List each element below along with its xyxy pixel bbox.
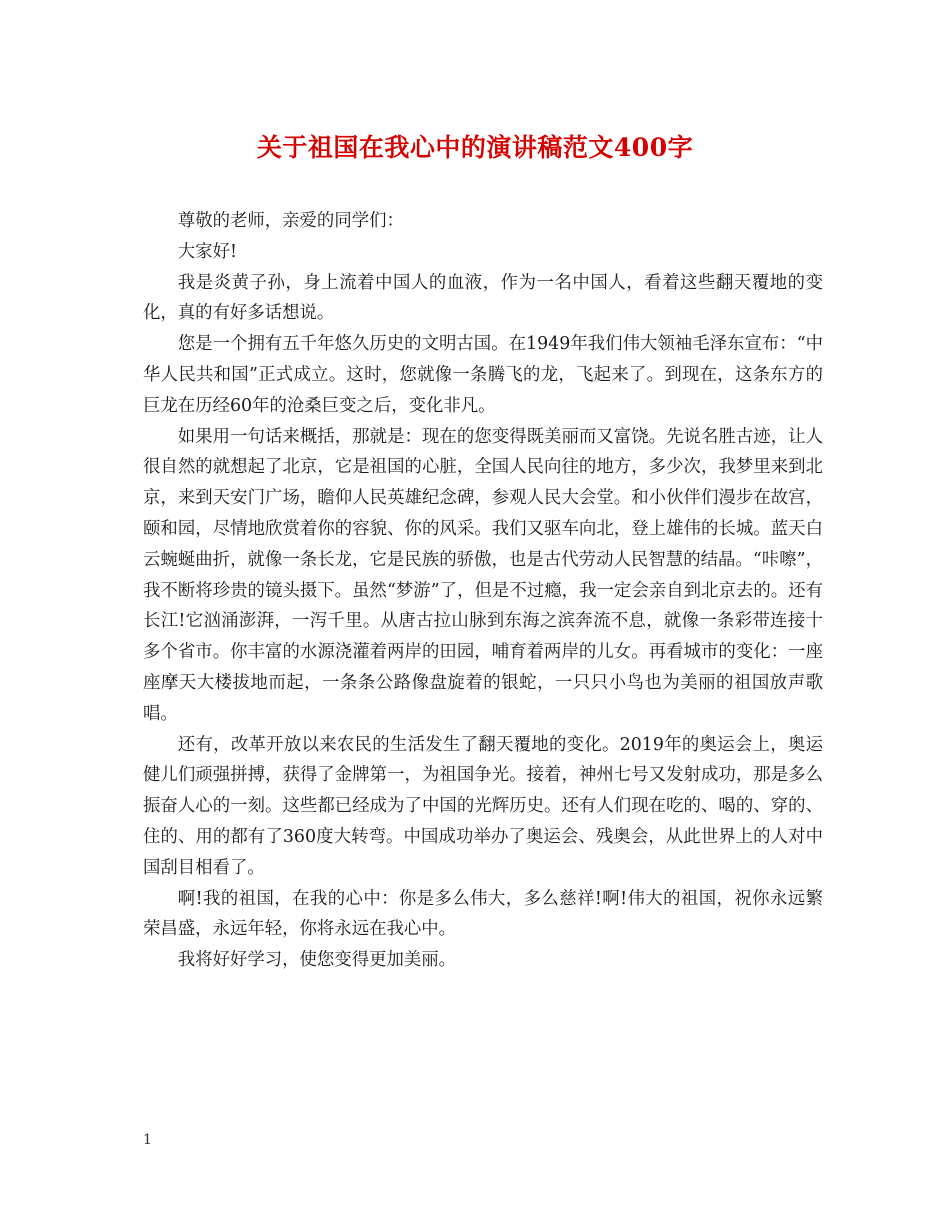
document-body: [143, 206, 823, 976]
paragraph: 您是一个拥有五千年悠久历史的文明古国。在1949年我们伟大领袖毛泽东宣布：“中华人民共和国”正式成立。这时，您就像一条腾飞的龙，飞起来了。到现在，这条东方的巨龙在历经60年的沧桑巨变之后，变化非凡。: [143, 334, 823, 416]
page-number: 1: [143, 1132, 152, 1148]
paragraph-closing: 我将好好学习，使您变得更加美丽。: [177, 950, 457, 971]
paragraph: 啊!我的祖国，在我的心中：你是多么伟大，多么慈祥!啊!伟大的祖国，祝你永远繁荣昌盛，永远年轻，你将永远在我心中。: [143, 888, 823, 940]
paragraph: 还有，改革开放以来农民的生活发生了翻天覆地的变化。2019年的奥运会上，奥运健儿们顽强拼搏，获得了金牌第一，为祖国争光。接着，神州七号又发射成功，那是多么振奋人心的一刻。这些都已经成为了中国的光辉历史。还有人们现在吃的、喝的、穿的、住的、用的都有了360度大转弯。中国成功举办了奥运会、残奥会，从此世界上的人对中国刮目相看了。: [143, 734, 823, 878]
paragraph: 我是炎黄子孙，身上流着中国人的血液，作为一名中国人，看着这些翻天覆地的变化，真的有好多话想说。: [143, 272, 823, 324]
paragraph-hello: 大家好!: [177, 241, 237, 262]
paragraph: 如果用一句话来概括，那就是：现在的您变得既美丽而又富饶。先说名胜古迹，让人很自然的就想起了北京，它是祖国的心脏，全国人民向往的地方，多少次，我梦里来到北京，来到天安门广场，瞻仰人民英雄纪念碑，参观人民大会堂。和小伙伴们漫步在故宫，颐和园，尽情地欣赏着你的容貌、你的风采。我们又驱车向北，登上雄伟的长城。蓝天白云蜿蜒曲折，就像一条长龙，它是民族的骄傲，也是古代劳动人民智慧的结晶。“咔嚓”，我不断将珍贵的镜头摄下。虽然“梦游”了，但是不过瘾，我一定会亲自到北京去的。还有长江!它汹涌澎湃，一泻千里。从唐古拉山脉到东海之滨奔流不息，就像一条彩带连接十多个省市。你丰富的水源浇灌着两岸的田园，哺育着两岸的儿女。再看城市的变化：一座座摩天大楼拔地而起，一条条公路像盘旋着的银蛇，一只只小鸟也为美丽的祖国放声歌唱。: [143, 426, 823, 724]
paragraph-greeting: 尊敬的老师，亲爱的同学们：: [177, 211, 404, 231]
document-title: 关于祖国在我心中的演讲稿范文400字: [256, 133, 694, 162]
